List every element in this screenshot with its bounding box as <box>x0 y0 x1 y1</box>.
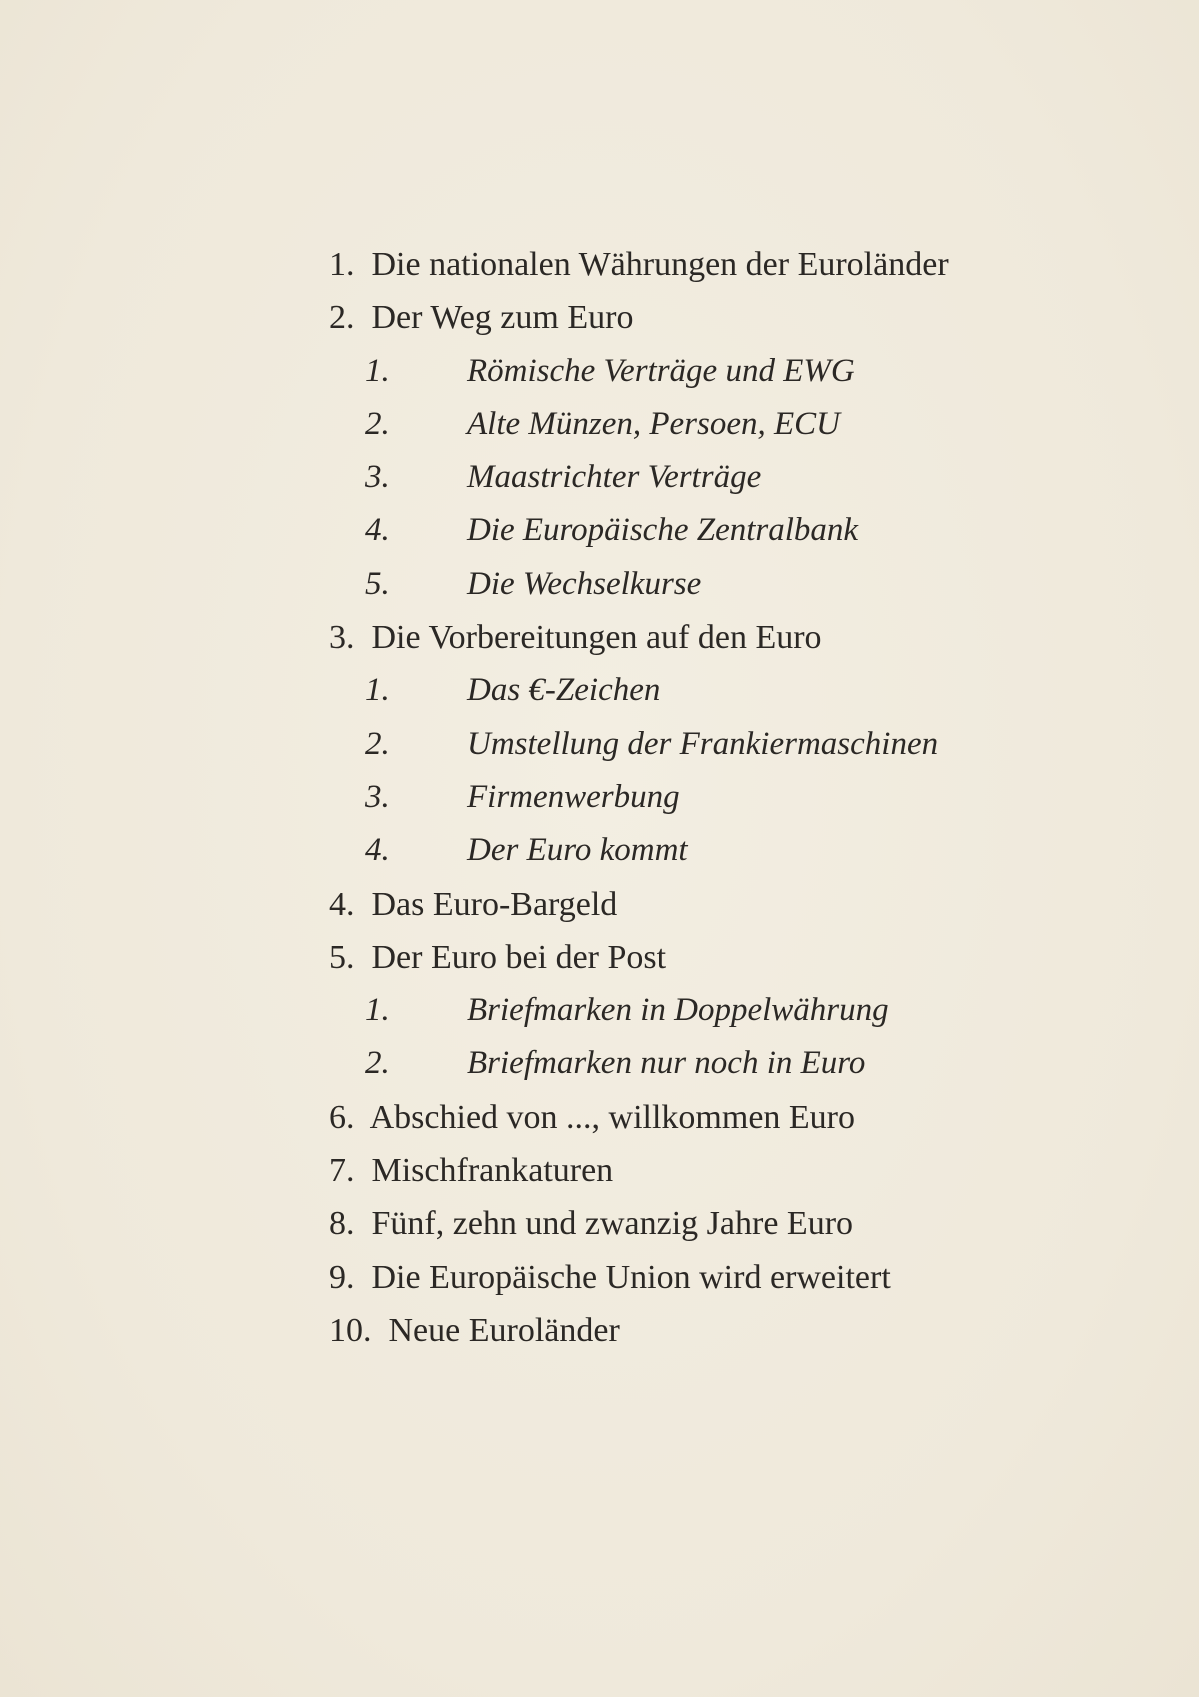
toc-subentry-title: Maastrichter Verträge <box>467 459 762 496</box>
toc-subentry-number: 5. <box>365 565 390 602</box>
toc-entry <box>329 1251 1149 1304</box>
toc-entry-title: Mischfrankaturen <box>371 1152 614 1190</box>
toc-subentry <box>329 771 1149 824</box>
toc-subentry-title: Briefmarken in Doppelwährung <box>467 992 889 1029</box>
toc-subentry-title: Briefmarken nur noch in Euro <box>467 1045 866 1082</box>
toc-subentry <box>329 398 1149 451</box>
toc-entry <box>329 611 1149 664</box>
toc-subentry <box>329 824 1149 877</box>
toc-entry-title: Die Europäische Union wird erweitert <box>371 1258 891 1296</box>
toc-subentry <box>329 504 1149 557</box>
toc-entry <box>329 1091 1149 1144</box>
toc-entry-number: 1. <box>329 246 363 283</box>
toc-subentry <box>329 451 1149 504</box>
toc-subentry <box>329 1037 1149 1090</box>
toc-entry-number: 10. <box>329 1311 380 1349</box>
toc-subentry-title: Römische Verträge und EWG <box>467 352 855 389</box>
table-of-contents <box>329 238 1149 1357</box>
toc-entry-number: 3. <box>329 619 363 657</box>
toc-subentry-number: 1. <box>365 352 390 389</box>
toc-entry <box>329 931 1149 984</box>
toc-subentry-title: Alte Münzen, Persoen, ECU <box>467 405 841 442</box>
toc-entry <box>329 1197 1149 1250</box>
toc-entry-title: Der Weg zum Euro <box>371 299 634 337</box>
toc-subentry <box>329 984 1149 1037</box>
toc-subentry-title: Umstellung der Frankiermaschinen <box>467 725 939 762</box>
toc-entry-title: Neue Euroländer <box>388 1311 620 1349</box>
toc-entry-number: 9. <box>329 1258 363 1296</box>
toc-subentry-number: 1. <box>365 672 390 709</box>
toc-subentry-title: Die Europäische Zentralbank <box>467 512 859 549</box>
toc-entry <box>329 1144 1149 1197</box>
toc-subentry-number: 3. <box>365 778 390 815</box>
toc-entry-number: 8. <box>329 1205 363 1243</box>
toc-entry-number: 6. <box>329 1098 363 1136</box>
toc-entry-number: 2. <box>329 299 363 337</box>
toc-entry <box>329 291 1149 344</box>
toc-subentry-title: Die Wechselkurse <box>467 565 702 602</box>
toc-entry <box>329 878 1149 931</box>
toc-entry-title: Abschied von ..., willkommen Euro <box>369 1098 856 1136</box>
toc-entry-number: 4. <box>329 885 363 923</box>
toc-subentry-title: Der Euro kommt <box>467 832 688 869</box>
toc-entry-title: Die nationalen Währungen der Euroländer <box>371 246 949 283</box>
toc-subentry-title: Das €-Zeichen <box>467 672 661 709</box>
toc-entry <box>329 238 1149 291</box>
toc-subentry <box>329 664 1149 717</box>
toc-subentry-number: 2. <box>365 1045 390 1082</box>
toc-entry-number: 7. <box>329 1152 363 1190</box>
toc-subentry-number: 3. <box>365 459 390 496</box>
toc-subentry-number: 4. <box>365 512 390 549</box>
toc-entry-title: Fünf, zehn und zwanzig Jahre Euro <box>371 1205 854 1243</box>
toc-subentry <box>329 718 1149 771</box>
toc-entry-number: 5. <box>329 938 363 976</box>
toc-subentry-title: Firmenwerbung <box>467 778 680 815</box>
toc-subentry <box>329 345 1149 398</box>
toc-subentry-number: 2. <box>365 405 390 442</box>
toc-entry-title: Die Vorbereitungen auf den Euro <box>371 619 822 657</box>
toc-subentry-number: 1. <box>365 992 390 1029</box>
toc-entry-title: Das Euro-Bargeld <box>371 885 618 923</box>
toc-subentry <box>329 558 1149 611</box>
toc-entry-title: Der Euro bei der Post <box>371 938 667 976</box>
toc-subentry-number: 2. <box>365 725 390 762</box>
toc-subentry-number: 4. <box>365 832 390 869</box>
toc-entry <box>329 1304 1149 1357</box>
